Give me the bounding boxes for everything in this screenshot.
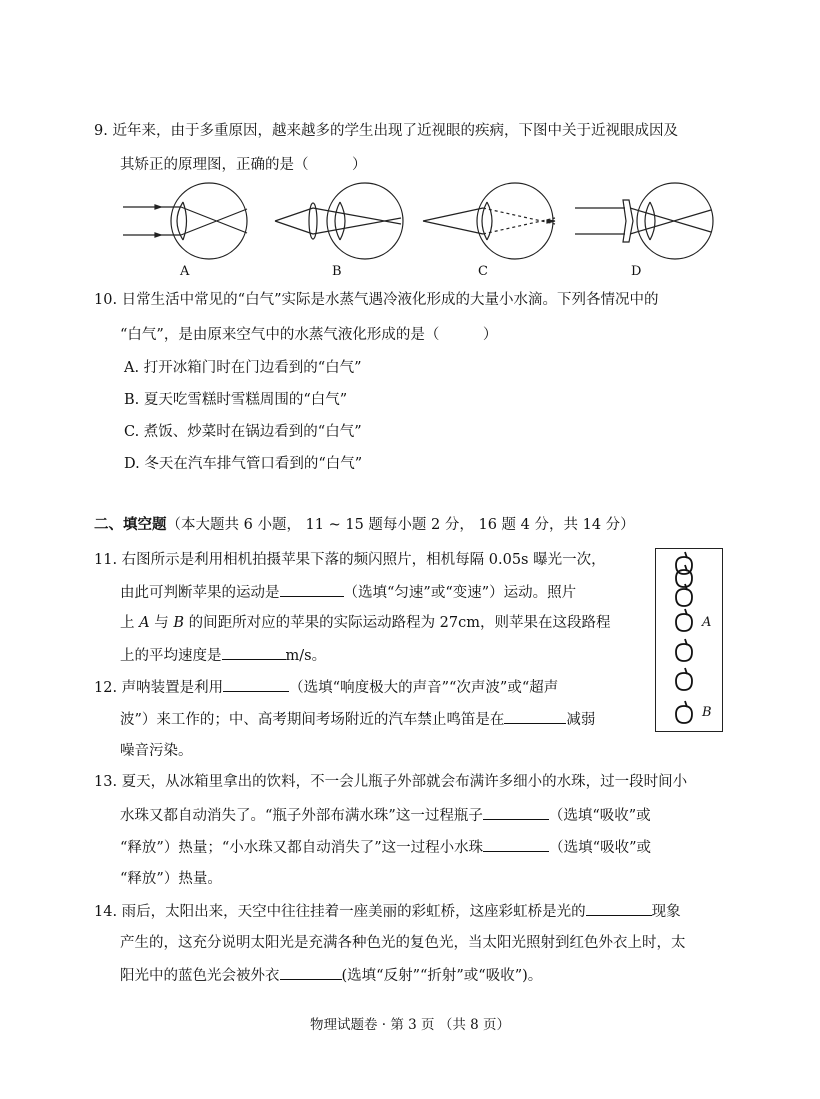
q11-line-1: 11. 右图所示是利用相机拍摄苹果下落的频闪照片，相机每隔 0.05s 曝光一次， xyxy=(94,552,606,568)
q13-text: “释放”）热量；“小水珠又都自动消失了”这一过程小水珠 xyxy=(120,840,484,856)
q12-line-2 xyxy=(120,709,595,730)
q14-line-1 xyxy=(94,901,681,922)
apple-icon xyxy=(676,565,692,587)
apple-strobe-figure xyxy=(655,548,723,732)
q12-line-1 xyxy=(94,677,558,698)
q10-option-c: C. 煮饭、炒菜时在锅边看到的“白气” xyxy=(124,424,362,440)
q9-label-a: A xyxy=(180,264,190,279)
q14-text: 14. 雨后，太阳出来，天空中往往挂着一座美丽的彩虹桥，这座彩虹桥是光的 xyxy=(94,904,586,920)
apple-images xyxy=(656,549,722,731)
section-heading xyxy=(94,515,635,535)
q10-line-1: 10. 日常生活中常见的“白气”实际是水蒸气遇冷液化形成的大量小水滴。下列各情况中的 xyxy=(94,292,659,308)
q10-option-b: B. 夏天吃雪糕时雪糕周围的“白气” xyxy=(124,392,348,408)
q14-text: (选填“反射”“折射”或“吸收”)。 xyxy=(341,968,543,984)
eye-diagram-c xyxy=(423,183,555,259)
q11-text: （选填“匀速”或“变速”）运动。照片 xyxy=(343,585,577,601)
q11-text: 的间距所对应的苹果的实际运动路程为 27cm，则苹果在这段路程 xyxy=(183,615,611,631)
q9-label-d: D xyxy=(631,264,642,279)
q12-text: 12. 声呐装置是利用 xyxy=(94,680,224,696)
q13-line-2 xyxy=(120,805,651,826)
page-footer: 物理试题卷 · 第 3 页 （共 8 页） xyxy=(309,1017,510,1033)
eye-diagram-d xyxy=(575,183,713,259)
eye-diagram-a xyxy=(123,183,247,259)
apple-label-b: B xyxy=(702,705,712,720)
q12-line-3: 噪音污染。 xyxy=(120,743,193,759)
section-desc: （本大题共 6 小题， 11 ~ 15 题每小题 2 分， 16 题 4 分，共 14 分） xyxy=(166,517,635,533)
q11-text: m/s。 xyxy=(285,648,327,664)
q13-blank-1[interactable] xyxy=(483,805,549,820)
q13-line-3 xyxy=(120,837,651,858)
q14-line-3 xyxy=(120,965,542,986)
q14-text: 现象 xyxy=(651,904,681,920)
apple-icon xyxy=(676,609,692,631)
q14-blank-2[interactable] xyxy=(280,965,342,980)
apple-icon xyxy=(676,639,692,661)
q13-blank-2[interactable] xyxy=(483,837,549,852)
q9-label-c: C xyxy=(478,264,488,279)
q12-text: 减弱 xyxy=(566,712,596,728)
q11-point-b: B xyxy=(173,615,184,631)
q11-blank-2[interactable] xyxy=(222,645,286,660)
apple-icon xyxy=(676,668,692,690)
q9-line-1: 9. 近年来，由于多重原因，越来越多的学生出现了近视眼的疾病，下图中关于近视眼成因及 xyxy=(94,123,678,139)
q11-text: 上 xyxy=(120,615,140,631)
q9-label-b: B xyxy=(332,264,342,279)
q11-text: 与 xyxy=(149,615,174,631)
q11-line-2 xyxy=(120,582,576,603)
q12-text: 波”）来工作的；中、高考期间考场附近的汽车禁止鸣笛是在 xyxy=(120,712,505,728)
q12-text: （选填“响度极大的声音”“次声波”或“超声 xyxy=(289,680,559,696)
q11-text: 由此可判断苹果的运动是 xyxy=(120,585,280,601)
q10-line-2: “白气”，是由原来空气中的水蒸气液化形成的是（ ） xyxy=(120,327,498,343)
q10-option-a: A. 打开冰箱门时在门边看到的“白气” xyxy=(124,360,362,376)
q12-blank-1[interactable] xyxy=(223,677,289,692)
q11-text: 上的平均速度是 xyxy=(120,648,222,664)
q11-line-3 xyxy=(120,613,611,633)
apple-icon xyxy=(676,701,692,723)
q14-line-2: 产生的，这充分说明太阳光是充满各种色光的复色光，当太阳光照射到红色外衣上时，太 xyxy=(120,935,686,951)
q13-text: （选填“吸收”或 xyxy=(548,808,651,824)
q13-text: （选填“吸收”或 xyxy=(549,840,651,856)
eye-diagram-b xyxy=(275,183,403,259)
q11-line-4 xyxy=(120,645,326,666)
q14-text: 阳光中的蓝色光会被外衣 xyxy=(120,968,280,984)
apple-label-a: A xyxy=(702,615,712,630)
section-title: 二、填空题 xyxy=(94,516,167,533)
q13-line-1: 13. 夏天，从冰箱里拿出的饮料，不一会儿瓶子外部就会布满许多细小的水珠，过一段时间小 xyxy=(94,774,688,790)
eye-diagrams xyxy=(115,180,715,262)
q10-option-d: D. 冬天在汽车排气管口看到的“白气” xyxy=(124,456,363,472)
q14-blank-1[interactable] xyxy=(586,901,652,916)
q13-line-4: “释放”）热量。 xyxy=(120,871,222,887)
q9-line-2: 其矫正的原理图，正确的是（ ） xyxy=(120,157,367,173)
q11-blank-1[interactable] xyxy=(280,582,344,597)
q11-point-a: A xyxy=(139,615,150,631)
q12-blank-2[interactable] xyxy=(504,709,566,724)
q13-text: 水珠又都自动消失了。“瓶子外部布满水珠”这一过程瓶子 xyxy=(120,808,483,824)
